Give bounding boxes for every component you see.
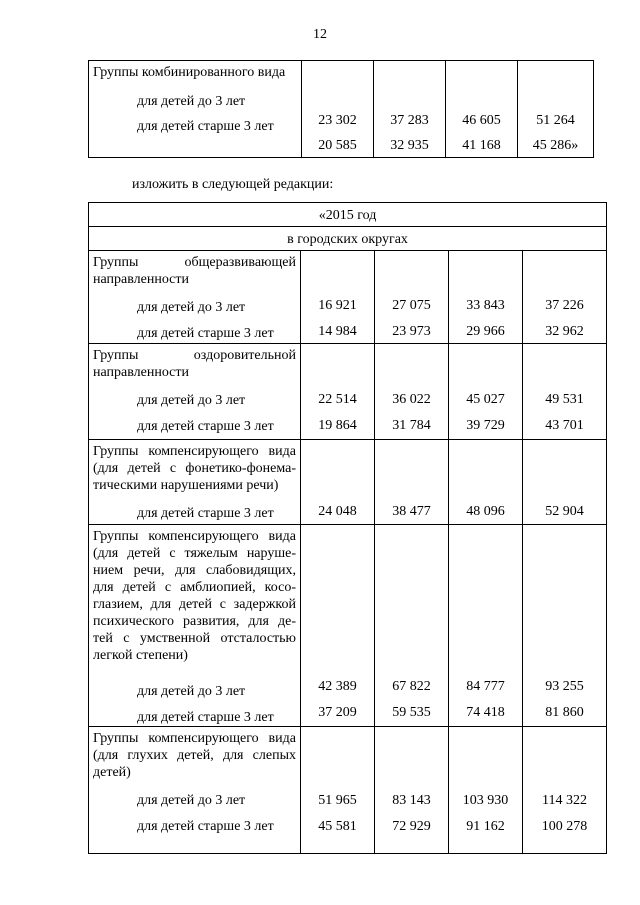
group-cell — [89, 727, 301, 854]
value-cell — [523, 727, 607, 854]
row-label: для детей до 3 лет — [137, 684, 246, 699]
year-header: «2015 год — [89, 203, 607, 227]
value-cell — [449, 525, 523, 727]
cell-value: 24 048 — [318, 504, 357, 519]
group-label: Группы комбинированного вида — [93, 65, 286, 80]
cell-value: 32 935 — [390, 138, 429, 153]
cell-value: 22 514 — [318, 392, 357, 407]
cell-value: 49 531 — [545, 392, 584, 407]
cell-value: 84 777 — [466, 679, 505, 694]
cell-value: 37 209 — [318, 705, 357, 720]
cell-value: 39 729 — [466, 418, 505, 433]
value-cell — [523, 525, 607, 727]
group-cell — [89, 251, 301, 344]
group-label: Группы компенсирующего вида (для глухих детей, для слепых детей) — [93, 731, 296, 780]
row-label: для детей старше 3 лет — [137, 419, 274, 434]
cell-value: 114 322 — [542, 793, 587, 808]
cell-value: 45 027 — [466, 392, 505, 407]
table-row — [89, 440, 607, 525]
cell-value: 43 701 — [545, 418, 584, 433]
group-label: Группы компенсирующего вида (для детей с тяжелым наруше-нием речи, для слабовидящих, для детей с амблиопией, косо-глазием, для детей с задержкой психического развития, для де-тей с умственной отсталостью легкой степени) — [93, 529, 296, 663]
row-label: для детей старше 3 лет — [137, 119, 274, 134]
cell-value: 48 096 — [466, 504, 505, 519]
cell-value: 37 226 — [545, 298, 584, 313]
cell-value: 31 784 — [392, 418, 431, 433]
cell-value: 37 283 — [390, 113, 429, 128]
cell-value: 46 605 — [462, 113, 501, 128]
value-cell — [518, 61, 594, 158]
value-cell — [375, 525, 449, 727]
group-cell — [89, 440, 301, 525]
value-cell — [375, 251, 449, 344]
group-cell — [89, 344, 301, 440]
group-label: Группы общеразвивающей направленности — [93, 255, 296, 287]
group-label: Группы компенсирующего вида (для детей с фонетико-фонема-тическими нарушениями речи) — [93, 444, 296, 493]
group-cell — [89, 525, 301, 727]
cell-value: 72 929 — [392, 819, 431, 834]
value-cell — [301, 727, 375, 854]
value-cell — [449, 251, 523, 344]
value-cell — [301, 525, 375, 727]
main-table — [88, 202, 607, 854]
cell-value: 52 904 — [545, 504, 584, 519]
table-row — [89, 203, 607, 227]
cell-value: 23 973 — [392, 324, 431, 339]
cell-value: 45 286» — [532, 138, 579, 153]
value-cell — [523, 344, 607, 440]
group-cell — [89, 61, 302, 158]
cell-value: 74 418 — [466, 705, 505, 720]
value-cell — [301, 440, 375, 525]
cell-value: 59 535 — [392, 705, 431, 720]
top-table — [88, 60, 594, 158]
row-label: для детей до 3 лет — [137, 300, 246, 315]
cell-value: 33 843 — [466, 298, 505, 313]
cell-value: 41 168 — [462, 138, 501, 153]
cell-value: 100 278 — [541, 819, 588, 834]
row-label: для детей старше 3 лет — [137, 506, 274, 521]
table-row — [89, 251, 607, 344]
cell-value: 16 921 — [318, 298, 357, 313]
row-label: для детей старше 3 лет — [137, 326, 274, 341]
value-cell — [449, 344, 523, 440]
cell-value: 38 477 — [392, 504, 431, 519]
cell-value: 27 075 — [392, 298, 431, 313]
cell-value: 51 965 — [318, 793, 357, 808]
cell-value: 91 162 — [466, 819, 505, 834]
table-row — [89, 525, 607, 727]
cell-value: 93 255 — [545, 679, 584, 694]
value-cell — [446, 61, 518, 158]
row-label: для детей старше 3 лет — [137, 710, 274, 725]
cell-value: 32 962 — [545, 324, 584, 339]
cell-value: 103 930 — [462, 793, 509, 808]
district-header: в городских округах — [89, 227, 607, 251]
value-cell — [523, 251, 607, 344]
cell-value: 45 581 — [318, 819, 357, 834]
table-row — [89, 227, 607, 251]
value-cell — [375, 440, 449, 525]
value-cell — [449, 727, 523, 854]
value-cell — [375, 727, 449, 854]
cell-value: 14 984 — [318, 324, 357, 339]
cell-value: 19 864 — [318, 418, 357, 433]
table-row — [89, 344, 607, 440]
value-cell — [449, 440, 523, 525]
cell-value: 51 264 — [536, 113, 575, 128]
table-row — [89, 61, 594, 158]
cell-value: 81 860 — [545, 705, 584, 720]
row-label: для детей до 3 лет — [137, 793, 246, 808]
row-label: для детей до 3 лет — [137, 393, 246, 408]
value-cell — [375, 344, 449, 440]
intro-text: изложить в следующей редакции: — [132, 177, 334, 192]
cell-value: 83 143 — [392, 793, 431, 808]
page-number: 12 — [313, 27, 327, 42]
value-cell — [374, 61, 446, 158]
cell-value: 29 966 — [466, 324, 505, 339]
group-label: Группы оздоровительной направленности — [93, 348, 296, 380]
value-cell — [302, 61, 374, 158]
table-row — [89, 727, 607, 854]
value-cell — [523, 440, 607, 525]
cell-value: 36 022 — [392, 392, 431, 407]
row-label: для детей старше 3 лет — [137, 819, 274, 834]
row-label: для детей до 3 лет — [137, 94, 246, 109]
cell-value: 67 822 — [392, 679, 431, 694]
cell-value: 20 585 — [318, 138, 357, 153]
value-cell — [301, 344, 375, 440]
cell-value: 23 302 — [318, 113, 357, 128]
cell-value: 42 389 — [318, 679, 357, 694]
value-cell — [301, 251, 375, 344]
